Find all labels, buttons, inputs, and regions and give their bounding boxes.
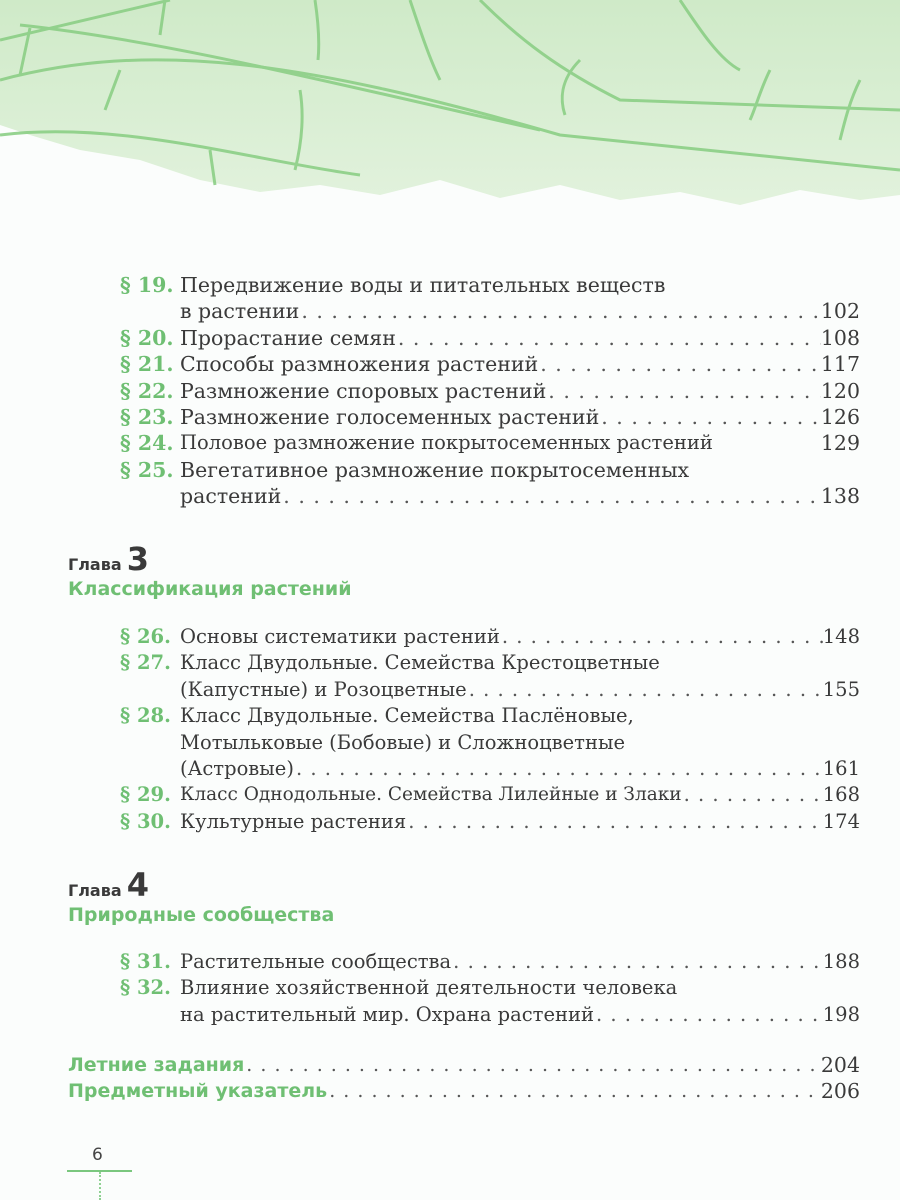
section-title: Основы систематики растений [180,625,500,648]
toc-entry[interactable] [120,457,860,510]
section-title: Класс Однодольные. Семейства Лилейные и Злаки [180,784,682,806]
section-title: на растительный мир. Охрана растений [180,1002,594,1026]
leader-dots [599,404,821,430]
chapter-label: Глава [68,881,122,900]
toc-entry[interactable] [120,650,860,703]
section-number: § 26. [120,625,171,648]
section-number: § 30. [120,809,171,833]
section-number: § 23. [120,405,174,429]
back-matter-title: Предметный указатель [68,1080,328,1102]
toc-entry[interactable] [120,430,860,456]
section-number: § 19. [120,273,174,297]
leader-dots [406,809,823,835]
page-ref: 138 [820,484,860,509]
plant-cells-banner-icon [0,0,900,230]
leader-dots [500,624,823,650]
page-ref: 126 [820,405,860,429]
page-ref: 148 [822,625,860,648]
page-ref: 161 [822,757,860,780]
page-ref: 198 [822,1002,860,1026]
leader-dots [451,949,823,975]
section-title: растений [180,484,282,509]
section-title: Класс Двудольные. Семейства Крестоцветные [180,651,660,675]
section-title: (Астровые) [180,757,294,780]
page-ref: 174 [822,809,860,833]
page-ref: 129 [820,431,860,456]
leader-dots [538,351,821,377]
chapter-heading [68,540,352,600]
toc-entry[interactable] [120,325,860,351]
section-number: § 21. [120,352,174,377]
section-title: Вегетативное размножение покрытосеменных [180,457,690,482]
toc-entry[interactable] [120,782,860,808]
toc-entry[interactable] [120,949,860,975]
toc-back-entry[interactable] [68,1078,860,1104]
leader-dots [546,378,821,404]
toc-entry[interactable] [120,351,860,377]
page-ref: 204 [820,1053,860,1077]
page-ref: 120 [820,378,860,403]
section-title: Половое размножение покрытосеменных растений [180,431,713,455]
toc-entry[interactable] [120,404,860,430]
back-matter-title: Летние задания [68,1054,245,1076]
leader-dots [281,483,821,509]
toc-entry[interactable] [120,809,860,835]
section-number: § 20. [120,325,174,350]
section-title: Размножение споровых растений [180,378,547,403]
leader-dots [327,1078,821,1104]
leader-dots [396,325,821,351]
section-number: § 22. [120,378,174,403]
toc-entry[interactable] [120,624,860,650]
page-number: 6 [92,1145,103,1165]
toc-back-entry[interactable] [68,1052,860,1078]
section-title: Влияние хозяйственной деятельности человека [180,976,678,1000]
chapter-number: 3 [126,540,149,578]
section-title: Способы размножения растений [180,352,539,377]
chapter-label: Глава [68,555,122,574]
chapter-title[interactable]: Природные сообщества [68,904,335,926]
section-title: Прорастание семян [180,325,396,350]
section-title: Размножение голосеменных растений [180,405,600,429]
section-number: § 27. [120,651,171,675]
section-number: § 28. [120,704,171,728]
chapter-heading [68,866,334,926]
section-title: в растении [180,299,300,324]
toc-entry[interactable] [120,975,860,1028]
toc-entry[interactable] [120,703,860,782]
leader-dots [682,782,823,808]
section-number: § 31. [120,950,171,973]
leader-dots [467,677,823,703]
section-number: § 24. [120,431,174,456]
chapter-number: 4 [126,866,149,904]
page-ref: 155 [822,677,860,701]
section-title: Мотыльковые (Бобовые) и Сложноцветные [180,730,626,754]
section-number: § 29. [120,783,171,807]
chapter-title[interactable]: Классификация растений [68,578,352,600]
leader-dots [594,1002,823,1028]
page-ref: 188 [822,950,860,973]
leader-dots [294,756,823,782]
section-number: § 32. [120,976,171,1000]
leader-dots [244,1052,821,1078]
section-title: (Капустные) и Розоцветные [180,677,467,701]
page-ref: 168 [822,783,860,807]
page-ref: 206 [820,1079,860,1103]
section-number: § 25. [120,457,174,482]
page-ref: 117 [820,352,860,377]
page-ref: 102 [820,299,860,324]
leader-dots [299,298,821,324]
toc-entry[interactable] [120,272,860,325]
section-title: Класс Двудольные. Семейства Паслёновые, [180,704,634,728]
page-number-dotted-line [99,1172,101,1200]
page-ref: 108 [820,325,860,350]
toc-entry[interactable] [120,378,860,404]
section-title: Растительные сообщества [180,950,452,973]
section-title: Передвижение воды и питательных веществ [180,273,666,297]
section-title: Культурные растения [180,809,407,833]
